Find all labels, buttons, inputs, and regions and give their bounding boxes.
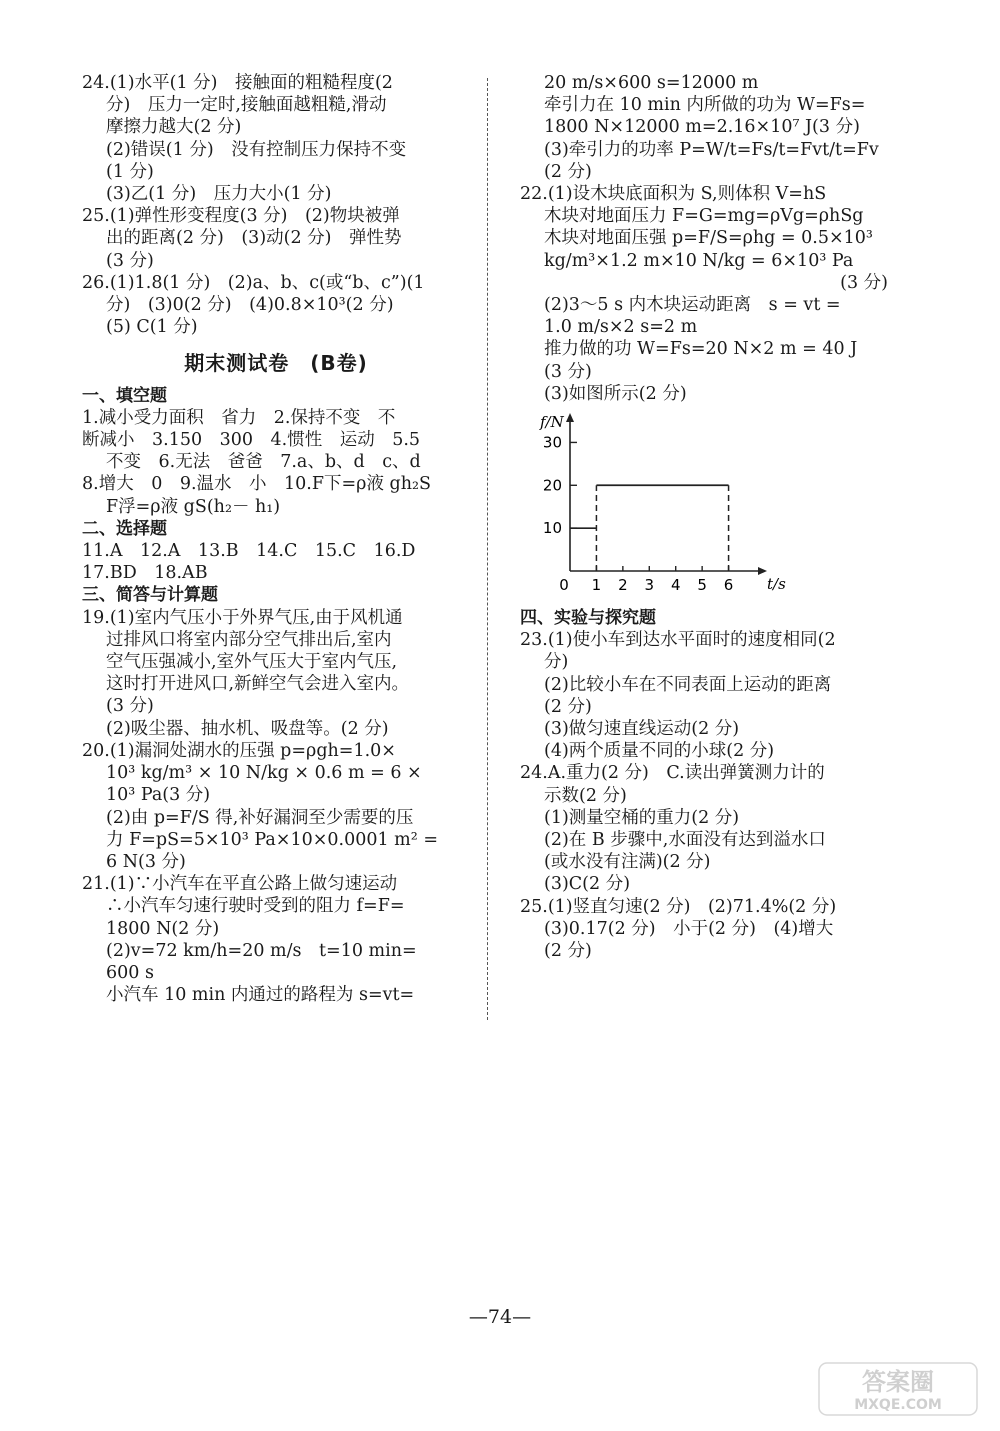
answer-line: 25.(1)竖直匀速(2 分) (2)71.4%(2 分) — [520, 896, 837, 917]
force-time-chart — [520, 411, 888, 599]
answer-line: (3 分) — [106, 696, 154, 717]
watermark-url: MXQE.COM — [854, 1397, 942, 1413]
left-column — [82, 72, 470, 1006]
column-divider — [487, 78, 488, 1020]
answer-line: 24.A.重力(2 分) C.读出弹簧测力计的 — [520, 763, 825, 784]
answer-line: (2)比较小车在不同表面上运动的距离 — [544, 674, 832, 695]
answer-line: ∴小汽车匀速行驶时受到的阻力 f=F= — [106, 896, 405, 917]
y-tick-label: 10 — [542, 519, 562, 538]
answer-line: 20.(1)漏洞处湖水的压强 p=ρgh=1.0× — [82, 740, 396, 761]
answer-line: 木块对地面压力 F=G=mg=ρVg=ρhSg — [544, 206, 864, 227]
x-axis-label: t/s — [767, 575, 786, 594]
answer-line: 20 m/s×600 s=12000 m — [544, 73, 759, 93]
x-tick-label: 5 — [697, 576, 707, 595]
y-tick-label: 20 — [542, 476, 562, 495]
section-heading: 一、填空题 — [82, 385, 167, 406]
right-column — [520, 72, 888, 962]
answer-line: 8.增大 0 9.温水 小 10.F下=ρ液 gh₂S — [82, 474, 431, 495]
answer-line: 示数(2 分) — [544, 785, 627, 806]
answer-line: 1800 N(2 分) — [106, 918, 220, 939]
answer-line: (2)由 p=F/S 得,补好漏洞至少需要的压 — [106, 807, 414, 828]
answer-line: (1 分) — [106, 161, 154, 182]
answer-line: (2 分) — [544, 696, 592, 717]
answer-line: (3)乙(1 分) 压力大小(1 分) — [106, 184, 332, 205]
answer-line: 24.(1)水平(1 分) 接触面的粗糙程度(2 — [82, 73, 393, 93]
answer-line: kg/m³×1.2 m×10 N/kg = 6×10³ Pa — [544, 250, 854, 271]
answer-line: 19.(1)室内气压小于外界气压,由于风机通 — [82, 607, 403, 628]
answer-line: (2)3～5 s 内木块运动距离 s = vt = — [544, 295, 841, 316]
answer-line: (2 分) — [544, 941, 592, 962]
answer-line: (2)错误(1 分) 没有控制压力保持不变 — [106, 139, 407, 160]
answer-line: 26.(1)1.8(1 分) (2)a、b、c(或“b、c”)(1 — [82, 272, 425, 293]
y-axis-label: f/N — [540, 413, 564, 432]
x-tick-label: 2 — [618, 576, 628, 595]
y-axis-arrow — [566, 413, 574, 422]
answer-line: 21.(1)∵小汽车在平直公路上做匀速运动 — [82, 874, 398, 895]
watermark-logo — [818, 1362, 978, 1416]
answer-line: 25.(1)弹性形变程度(3 分) (2)物块被弹 — [82, 206, 400, 227]
answer-line: (3)0.17(2 分) 小于(2 分) (4)增大 — [544, 918, 834, 939]
answer-line: (5) C(1 分) — [106, 317, 198, 338]
answers-part-d — [520, 607, 888, 962]
answer-line: 分) 压力一定时,接触面越粗糙,滑动 — [106, 95, 387, 116]
answer-line: 分) — [544, 652, 569, 673]
answer-line: 过排风口将室内部分空气排出后,室内 — [106, 629, 392, 650]
answer-line: (2)吸尘器、抽水机、吸盘等。(2 分) — [106, 718, 389, 739]
x-tick-label: 0 — [559, 576, 569, 595]
answer-line: 摩擦力越大(2 分) — [106, 117, 242, 138]
answer-line: 1.0 m/s×2 s=2 m — [544, 317, 698, 338]
answer-line: (3)如图所示(2 分) — [544, 383, 687, 404]
x-tick-label: 3 — [644, 576, 655, 595]
answer-line: 不变 6.无法 爸爸 7.a、b、d c、d — [106, 452, 421, 473]
answer-line: (4)两个质量不同的小球(2 分) — [544, 741, 775, 762]
answer-line: (2)在 B 步骤中,水面没有达到溢水口 — [544, 830, 826, 851]
answer-line: 分) (3)0(2 分) (4)0.8×10³(2 分) — [106, 295, 394, 316]
answer-line: 牵引力在 10 min 内所做的功为 W=Fs= — [544, 95, 866, 116]
answer-line: 1.减小受力面积 省力 2.保持不变 不 — [82, 407, 396, 428]
answers-part-a — [82, 72, 470, 338]
chart-svg — [520, 411, 786, 599]
answer-line: (3 分) — [106, 250, 154, 271]
section-title: 期末测试卷 (B卷) — [184, 351, 368, 376]
answers-part-b — [82, 385, 470, 1007]
answer-line: 23.(1)使小车到达水平面时的速度相同(2 — [520, 630, 836, 651]
answer-line: 10³ kg/m³ × 10 N/kg × 0.6 m = 6 × — [106, 763, 422, 784]
answer-line: 22.(1)设木块底面积为 S,则体积 V=hS — [520, 184, 827, 205]
answer-line: (3)C(2 分) — [544, 874, 631, 895]
section-heading: 二、选择题 — [82, 518, 167, 539]
section-heading: 四、实验与探究题 — [520, 608, 656, 629]
answer-line: 空气压强减小,室外气压大于室内气压, — [106, 652, 398, 673]
answer-line: 10³ Pa(3 分) — [106, 785, 211, 806]
answer-line: 推力做的功 W=Fs=20 N×2 m = 40 J — [544, 339, 858, 360]
answer-line: 木块对地面压强 p=F/S=ρhg = 0.5×10³ — [544, 228, 873, 249]
page-number: —74— — [468, 1306, 532, 1328]
answer-line: 力 F=pS=5×10³ Pa×10×0.0001 m² = — [106, 829, 439, 850]
answer-line: F浮=ρ液 gS(h₂－ h₁) — [106, 496, 281, 517]
x-tick-label: 4 — [670, 576, 681, 595]
answer-line: (2)v=72 km/h=20 m/s t=10 min= — [106, 940, 417, 961]
x-tick-label: 1 — [591, 576, 602, 595]
answer-line: 6 N(3 分) — [106, 851, 186, 872]
answer-line: (3 分) — [840, 272, 888, 293]
answer-line: 这时打开进风口,新鲜空气会进入室内。 — [106, 674, 410, 695]
answers-part-c — [520, 72, 888, 405]
answer-line: 断减小 3.150 300 4.惯性 运动 5.5 — [82, 430, 421, 451]
answer-line: (或水没有注满)(2 分) — [544, 852, 711, 873]
y-tick-label: 30 — [542, 433, 562, 452]
answer-line: (3)牵引力的功率 P=W/t=Fs/t=Fvt/t=Fv — [544, 139, 879, 160]
answer-line: 小汽车 10 min 内通过的路程为 s=vt= — [106, 985, 415, 1006]
answer-line: (3)做匀速直线运动(2 分) — [544, 719, 740, 740]
answer-line: (2 分) — [544, 161, 592, 182]
answer-line: 600 s — [106, 962, 154, 983]
answer-line: 17.BD 18.AB — [82, 563, 208, 584]
answer-line: 出的距离(2 分) (3)动(2 分) 弹性势 — [106, 228, 402, 249]
x-axis-arrow — [758, 567, 767, 575]
section-heading: 三、简答与计算题 — [82, 585, 218, 606]
watermark-title: 答案圈 — [862, 1368, 934, 1396]
answer-line: 1800 N×12000 m=2.16×10⁷ J(3 分) — [544, 117, 860, 138]
answer-line: 11.A 12.A 13.B 14.C 15.C 16.D — [82, 541, 416, 562]
x-tick-label: 6 — [723, 576, 734, 595]
answer-line: (1)测量空桶的重力(2 分) — [544, 807, 740, 828]
answer-line: (3 分) — [544, 361, 592, 382]
